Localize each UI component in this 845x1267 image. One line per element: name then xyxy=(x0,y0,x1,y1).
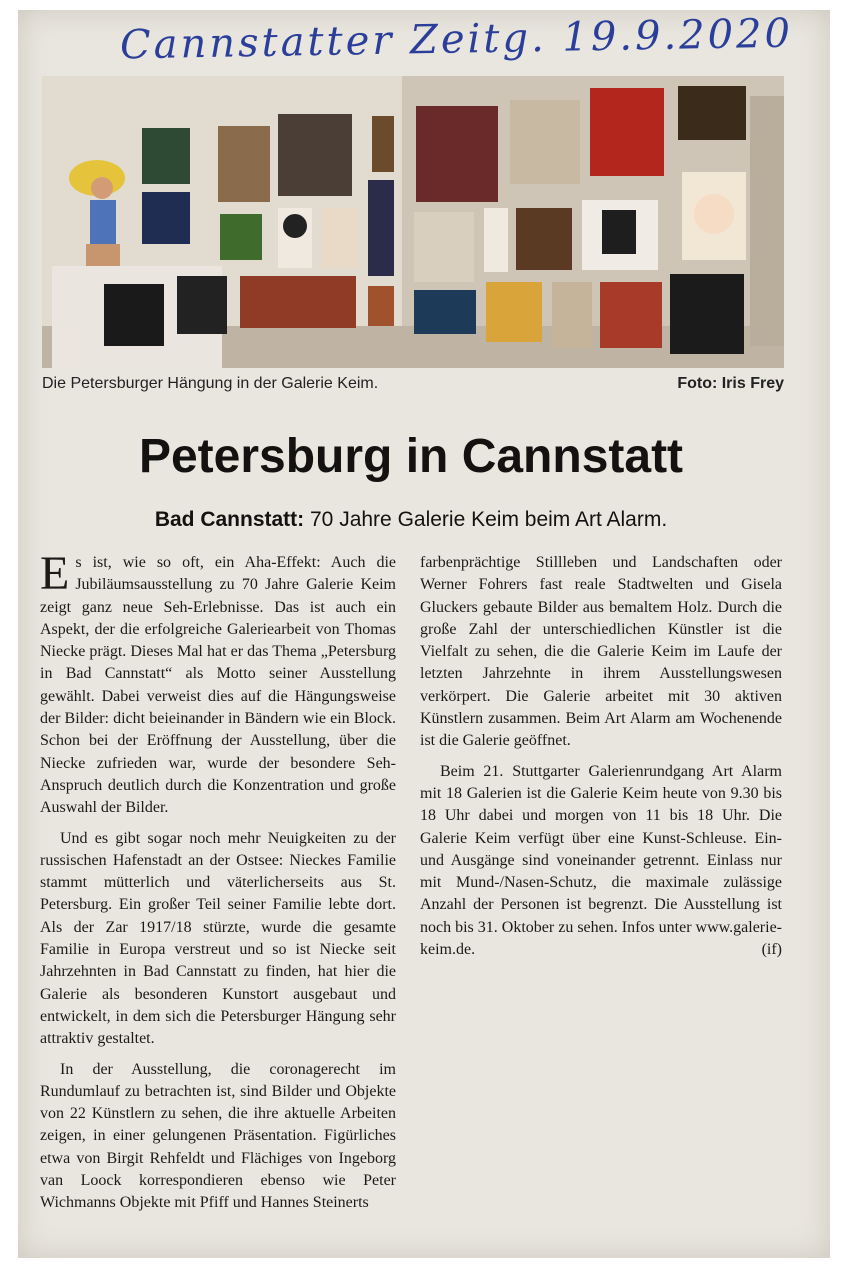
drop-cap: E xyxy=(40,552,70,600)
gallery-illustration xyxy=(42,76,784,368)
paragraph-4 xyxy=(420,761,782,962)
paragraph-4-text: Beim 21. Stuttgarter Galerienrundgang Art Alarm mit 18 Galerien ist die Galerie Keim heute von 9.30 bis 18 Uhr dabei und morgen von 11 bis 18 Uhr. Die Galerie Keim verfügt über eine Kunst-Schleuse. Ein- und Ausgänge sind voneinander getrennt. Einlass nur mit Mund-/Nasen-Schutz, die maximale zulässige Anzahl der Personen ist begrenzt. Die Ausstellung ist noch bis 31. Oktober zu sehen. Infos unter www.galerie-keim.de. xyxy=(420,762,782,959)
paragraph-1-text: s ist, wie so oft, ein Aha-Effekt: Auch die Jubiläumsausstellung zu 70 Jahre Galerie Keim zeigt ganz neue Seh-Erlebnisse. Das ist auch ein Aspekt, der die erfolgreiche Galeriearbeit von Thomas Niecke prägt. Dieses Mal hat er das Thema „Petersburg in Bad Cannstatt“ als Motto seiner Ausstellung gewählt. Dabei verweist dies auf die Hängungsweise der Bilder: dicht beieinander in Bändern wie ein Block. Schon bei der Eröffnung der Ausstellung, über die Niecke zufrieden war, wurde der besondere Seh-Anspruch deutlich durch die Konzentration und große Auswahl der Bilder. xyxy=(40,554,396,817)
paragraph-3-continued: farbenprächtige Stillleben und Landschaften oder Werner Fohrers fast reale Stadtwelten und Gisela Gluckers gebaute Bilder aus bemaltem Holz. Durch die große Zahl der unterschiedlichen Künstler ist die Vielfalt zu sehen, die die Galerie Keim im Laufe der letzten Jahrzehnte in ihrem Ausstellungswesen verkörpert. Die Galerie arbeitet mit 30 aktiven Künstlern zusammen. Beim Art Alarm am Wochenende ist die Galerie geöffnet. xyxy=(420,554,782,750)
gallery-wall-photo xyxy=(42,76,784,368)
subhead-location: Bad Cannstatt: xyxy=(154,508,305,531)
paragraph-1 xyxy=(40,552,396,820)
photo-credit: Foto: Iris Frey xyxy=(677,375,784,392)
handwritten-source-note: Cannstatter Zeitg. 19.9.2020 xyxy=(119,10,794,69)
caption-text: Die Petersburger Hängung in der Galerie Keim. xyxy=(42,375,379,392)
photo-caption xyxy=(42,372,784,396)
article-column-left xyxy=(40,552,396,1222)
subhead-text: 70 Jahre Galerie Keim beim Art Alarm. xyxy=(304,508,668,531)
paragraph-2: Und es gibt sogar noch mehr Neuigkeiten zu der russischen Hafenstadt an der Ostsee: Nieckes Familie stammt mütterlich und väterlicherseits aus St. Petersburg. Ein großer Teil seiner Familie lebte dort. Als der Zar 1917/18 stürzte, wurde die gesamte Familie in Europa verstreut und so ist Niecke seit Jahrzehnten in Bad Cannstatt zu finden, hat hier die Galerie als besonderen Kunstort ausgebaut und entwickelt, in dem sich die Petersburger Hängung sehr attraktiv gestaltet. xyxy=(40,829,396,1048)
author-signoff: (if) xyxy=(761,941,782,959)
paragraph-3: In der Ausstellung, die coronagerecht im Rundumlauf zu betrachten ist, sind Bilder und Objekte von 22 Künstlern zu sehen, die ihre aktuelle Arbeiten zeigen, in einer gelungenen Präsentation. Figürliches etwa von Birgit Rehfeldt und Flächiges von Ingeborg van Loock korrespondieren ebenso wie Peter Wichmanns Objekte mit Pfiff und Hannes Steinerts xyxy=(40,1060,396,1212)
article-headline: Petersburg in Cannstatt xyxy=(138,430,684,483)
article-subheadline xyxy=(40,502,782,538)
article-column-right xyxy=(420,552,782,1222)
